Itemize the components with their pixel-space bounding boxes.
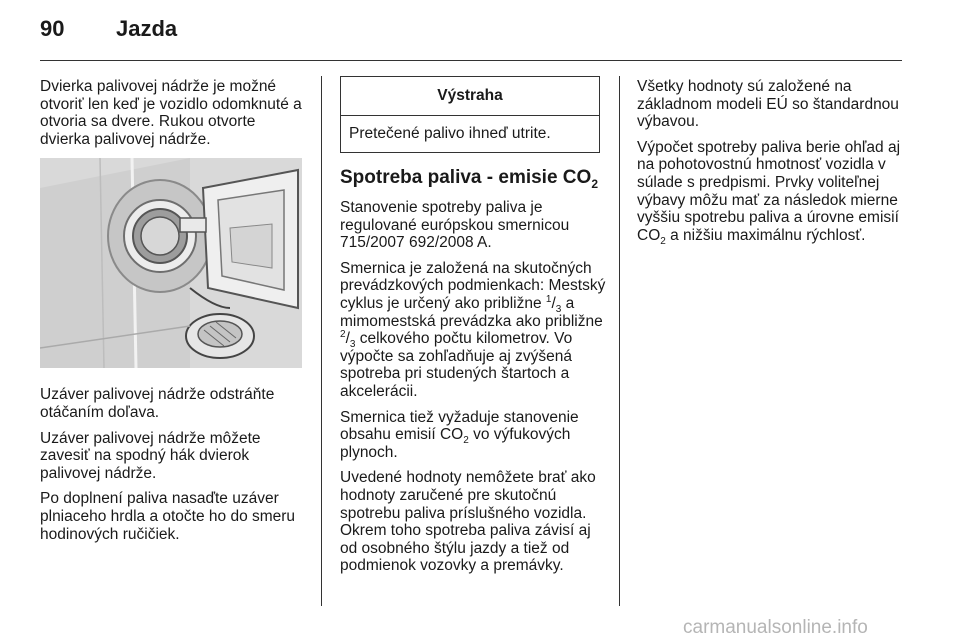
chapter-title: Jazda [116,16,178,41]
page-number: 90 [40,16,65,41]
paragraph: Uvedené hodnoty nemôžete brať ako hodnoty zaručené pre skutočnú spotrebu paliva príslušného vozidla. Okrem toho spotreba paliva závisí aj od osobného štýlu jazdy a tiež od podmienok vozovky a premávky. [340,469,596,575]
column-2 [340,76,608,583]
header-rule [40,60,902,61]
paragraph: Smernica tiež vyžaduje stanovenie obsahu emisií $CO_2$ vo výfukových plynoch. [340,408,579,461]
paragraph: Smernica je založená na skutočných prevádzkových podmienkach: Mestský cyklus je určený ako približne $^1/_3$ a mimomestská prevádzka ako približne $^2/_3$ celkového počtu kilometrov. Vo výpočte sa zohľadňuje aj zvýšená spotreba pri studených štartoch a akcelerácii. [340,259,606,400]
warning-box [340,76,600,153]
column-divider-2 [619,76,620,606]
warning-title: Výstraha [341,77,599,116]
fuel-filler-door-illustration-icon [40,158,302,368]
paragraph: Stanovenie spotreby paliva je regulované európskou smernicou 715/2007 692/2008 A. [340,199,570,252]
section-heading: Spotreba paliva - emisie $CO_2$ [340,167,598,191]
watermark: carmanualsonline.info [683,617,868,638]
warning-text: Pretečené palivo ihneď utrite. [349,125,551,142]
column-divider-1 [321,76,322,606]
paragraph: Uzáver palivovej nádrže odstráňte otáčaním doľava. [40,386,275,421]
column-1 [40,78,308,551]
paragraph: Všetky hodnoty sú založené na základnom modeli EÚ so štandardnou výbavou. [637,78,899,131]
paragraph: Výpočet spotreby paliva berie ohľad aj na pohotovostnú hmotnosť vozidla v súlade s predpismi. Prvky voliteľnej výbavy môžu mať za následok mierne vyššiu spotrebu paliva a úrovne emisií $CO_2$ a nižšiu maximálnu rýchlosť. [637,138,901,247]
paragraph: Dvierka palivovej nádrže je možné otvoriť len keď je vozidlo odomknuté a otvoria sa dvere. Rukou otvorte dvierka palivovej nádrže. [40,78,302,148]
paragraph: Uzáver palivovej nádrže môžete zavesiť na spodný hák dvierok palivovej nádrže. [40,429,261,482]
paragraph: Po doplnení paliva nasaďte uzáver plniaceho hrdla a otočte ho do smeru hodinových ručičiek. [40,490,296,543]
column-3 [637,78,905,252]
